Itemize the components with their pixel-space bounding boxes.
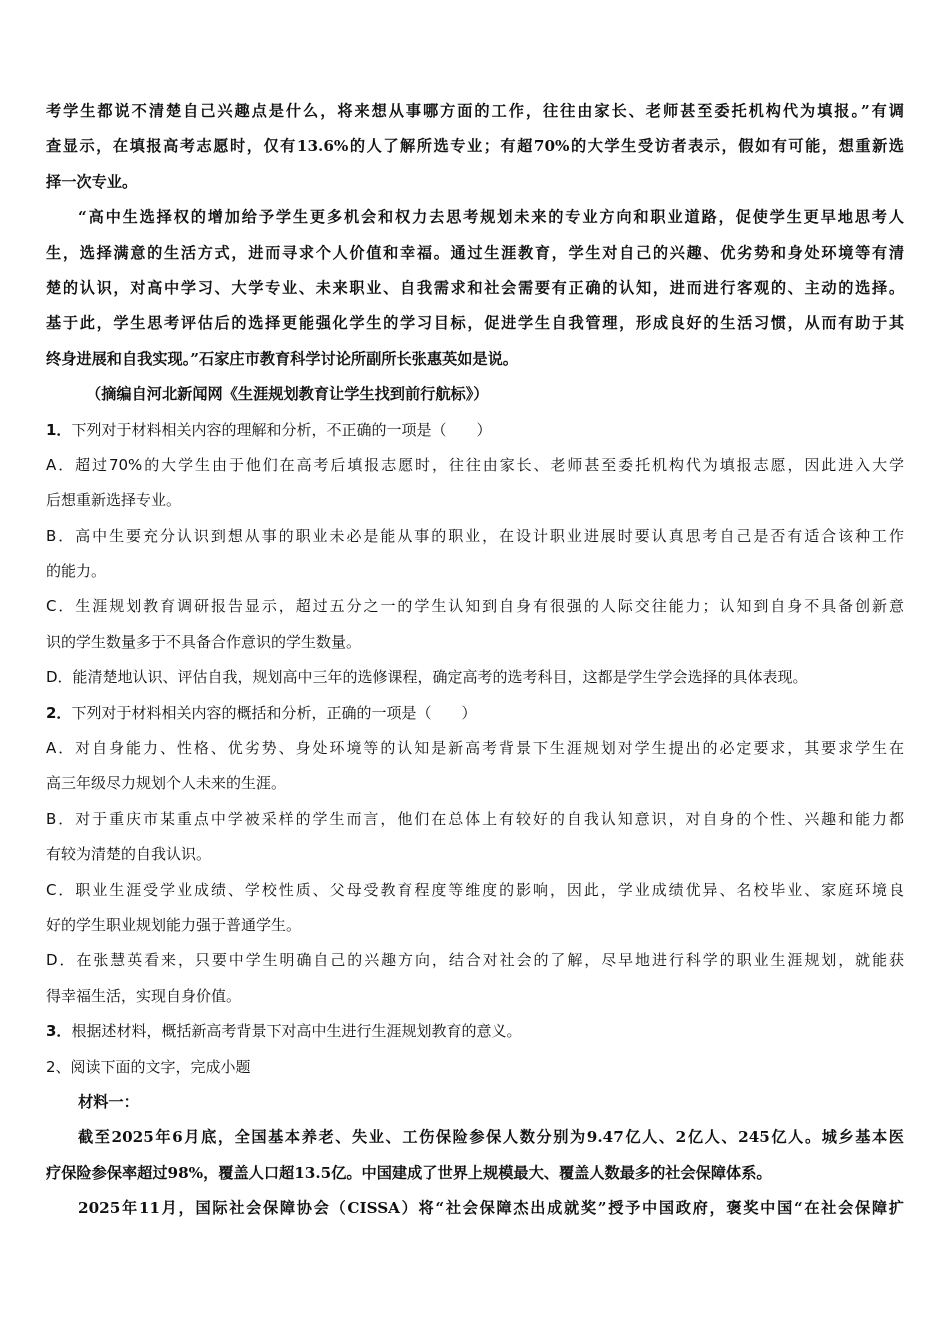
option-a-line: A．超过70%的大学生由于他们在高考后填报志愿时，往往由家长、老师甚至委托机构代为填报志愿，因此进入大学: [46, 455, 904, 474]
passage-source: （摘编自河北新闻网《生涯规划教育让学生找到前行航标》）: [86, 385, 489, 404]
document-page: [46, 94, 904, 1227]
question-3-stem: [46, 1014, 904, 1049]
option-d-line: D．在张慧英看来，只要中学生明确自己的兴趣方向，结合对社会的了解，尽早地进行科学的职业生涯规划，就能获: [46, 951, 904, 970]
option-a-line: 后想重新选择专业。: [46, 491, 182, 510]
option-b-line: 有较为清楚的自我认识。: [46, 845, 212, 864]
option-c-line: 好的学生职业规划能力强于普通学生。: [46, 915, 302, 934]
option-a-line: A．对自身能力、性格、优劣势、身处环境等的认知是新高考背景下生涯规划对学生提出的必定要求，其要求学生在: [46, 739, 904, 758]
option-b-line: 的能力。: [46, 562, 107, 581]
passage-line: 基于此，学生思考评估后的选择更能强化学生的学习目标，促进学生自我管理，形成良好的生活习惯，从而有助于其: [46, 314, 904, 333]
passage-line: 截至2025年6月底，全国基本养老、失业、工伤保险参保人数分别为9.47亿人、2亿人、245亿人。城乡基本医: [78, 1128, 904, 1147]
passage-line: 查显示，在填报高考志愿时，仅有13.6%的人了解所选专业；有超70%的大学生受访者表示，假如有可能，想重新选: [46, 137, 904, 156]
question-1-stem: [46, 413, 904, 448]
question-number: 1．: [46, 420, 72, 439]
question-text: 根据述材料，概括新高考背景下对高中生进行生涯规划教育的意义。: [71, 1022, 522, 1041]
passage-line: 生，选择满意的生活方式，进而寻求个人价值和幸福。通过生涯教育，学生对自己的兴趣、优劣势和身处环境等有清: [46, 243, 904, 262]
passage-line: 考学生都说不清楚自己兴趣点是什么，将来想从事哪方面的工作，往往由家长、老师甚至委托机构代为填报。”有调: [46, 102, 904, 120]
option-c-line: C．职业生涯受学业成绩、学校性质、父母受教育程度等维度的影响，因此，学业成绩优异、名校毕业、家庭环境良: [46, 880, 904, 899]
passage-line: 楚的认识，对高中学习、大学专业、未来职业、自我需求和社会需要有正确的认知，进而进行客观的、主动的选择。: [46, 278, 904, 297]
option-b-line: B．对于重庆市某重点中学被采样的学生而言，他们在总体上有较好的自我认知意识，对自身的个性、兴趣和能力都: [46, 809, 904, 828]
option-c-line: 识的学生数量多于不具备合作意识的学生数量。: [46, 632, 362, 651]
passage-line: 疗保险参保率超过98%，覆盖人口超13.5亿。中国建成了世界上规模最大、覆盖人数最多的社会保障体系。: [46, 1163, 772, 1182]
passage-line: 终身进展和自我实现。”石家庄市教育科学讨论所副所长张惠英如是说。: [46, 349, 518, 368]
passage-line: “高中生选择权的增加给予学生更多机会和权力去思考规划未来的专业方向和职业道路，促使学生更早地思考人: [78, 208, 904, 227]
option-c-line: C．生涯规划教育调研报告显示，超过五分之一的学生认知到自身有很强的人际交往能力；认知到自身不具备创新意: [46, 597, 904, 616]
question-number: 3．: [46, 1022, 72, 1041]
option-a-line: 高三年级尽力规划个人未来的生涯。: [46, 774, 287, 793]
passage-line: 2025年11月，国际社会保障协会（CISSA）将“社会保障杰出成就奖”授予中国政府，褒奖中国“在社会保障扩: [78, 1199, 904, 1218]
question-number: 2．: [46, 703, 72, 722]
section-heading: 2、阅读下面的文字，完成小题: [46, 1057, 251, 1076]
option-b-line: B．高中生要充分认识到想从事的职业未必是能从事的职业，在设计职业进展时要认真思考自己是否有适合该种工作: [46, 526, 904, 545]
passage-line: 择一次专业。: [46, 172, 138, 191]
option-d-line: D．能清楚地认识、评估自我，规划高中三年的选修课程，确定高考的选考科目，这都是学生学会选择的具体表现。: [46, 668, 808, 687]
option-d-line: 得幸福生活，实现自身价值。: [46, 986, 242, 1005]
question-text: 下列对于材料相关内容的概括和分析，正确的一项是（ ）: [71, 703, 477, 722]
question-text: 下列对于材料相关内容的理解和分析，不正确的一项是（ ）: [71, 420, 492, 439]
material-label: 材料一：: [78, 1092, 139, 1111]
question-2-stem: [46, 696, 904, 731]
